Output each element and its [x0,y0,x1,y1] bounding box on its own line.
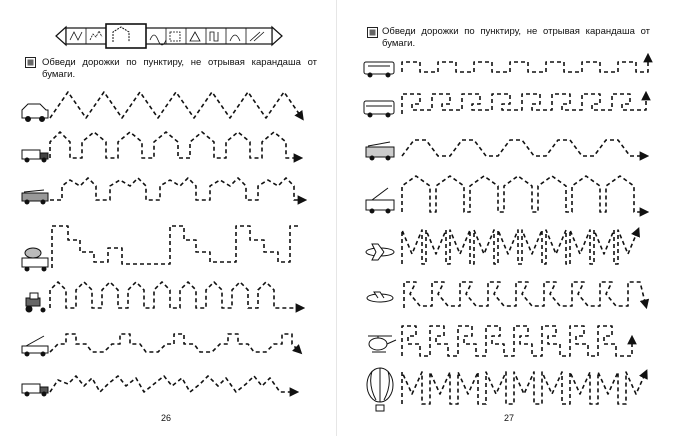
trace-path-houses-right[interactable] [402,176,646,212]
trace-path-meander[interactable] [402,56,648,72]
bus-long-icon [364,101,394,117]
tow-truck-icon [366,188,394,213]
nav-left-arrow-icon[interactable] [56,27,66,45]
page-number-left: 26 [161,413,172,423]
page-number-right: 27 [504,413,515,423]
trace-path-houses[interactable] [50,132,300,158]
top-navigation-strip[interactable] [56,24,282,48]
lorry-icon [22,384,48,396]
trace-path-m-letters[interactable] [402,230,638,264]
instruction-left: Обведи дорожки по пунктиру, не отрывая карандаша от бумаги. [42,57,317,80]
airplane-icon [366,244,394,260]
trace-path-m-wide[interactable] [402,372,646,404]
car-icon [22,104,48,122]
bus-icon [364,62,394,77]
fire-truck-icon [22,190,48,204]
nav-selected-item[interactable] [106,24,146,48]
small-plane-icon [367,292,393,302]
trace-path-waves[interactable] [402,140,646,156]
truck-icon [22,150,48,162]
nav-right-arrow-icon[interactable] [272,27,282,45]
trace-path-zigzag[interactable] [50,92,302,118]
trace-path-trapezoids[interactable] [50,178,304,200]
trace-path-hooks[interactable] [404,282,646,308]
trace-path-spirals[interactable] [402,326,632,356]
hot-air-balloon-icon [367,368,393,411]
trace-path-greek-key[interactable] [402,94,646,114]
trace-path-arches[interactable] [50,282,302,308]
trace-path-stars[interactable] [50,376,296,392]
tractor-icon [26,293,45,312]
instruction-right: Обведи дорожки по пунктиру, не отрывая карандаша от бумаги. [382,26,650,49]
trace-path-stairs[interactable] [52,226,300,268]
trace-path-crosses[interactable] [50,334,300,352]
helicopter-icon [368,336,396,352]
crane-truck-icon [22,336,48,356]
cement-mixer-icon [22,248,48,271]
fire-engine-icon [366,142,394,160]
